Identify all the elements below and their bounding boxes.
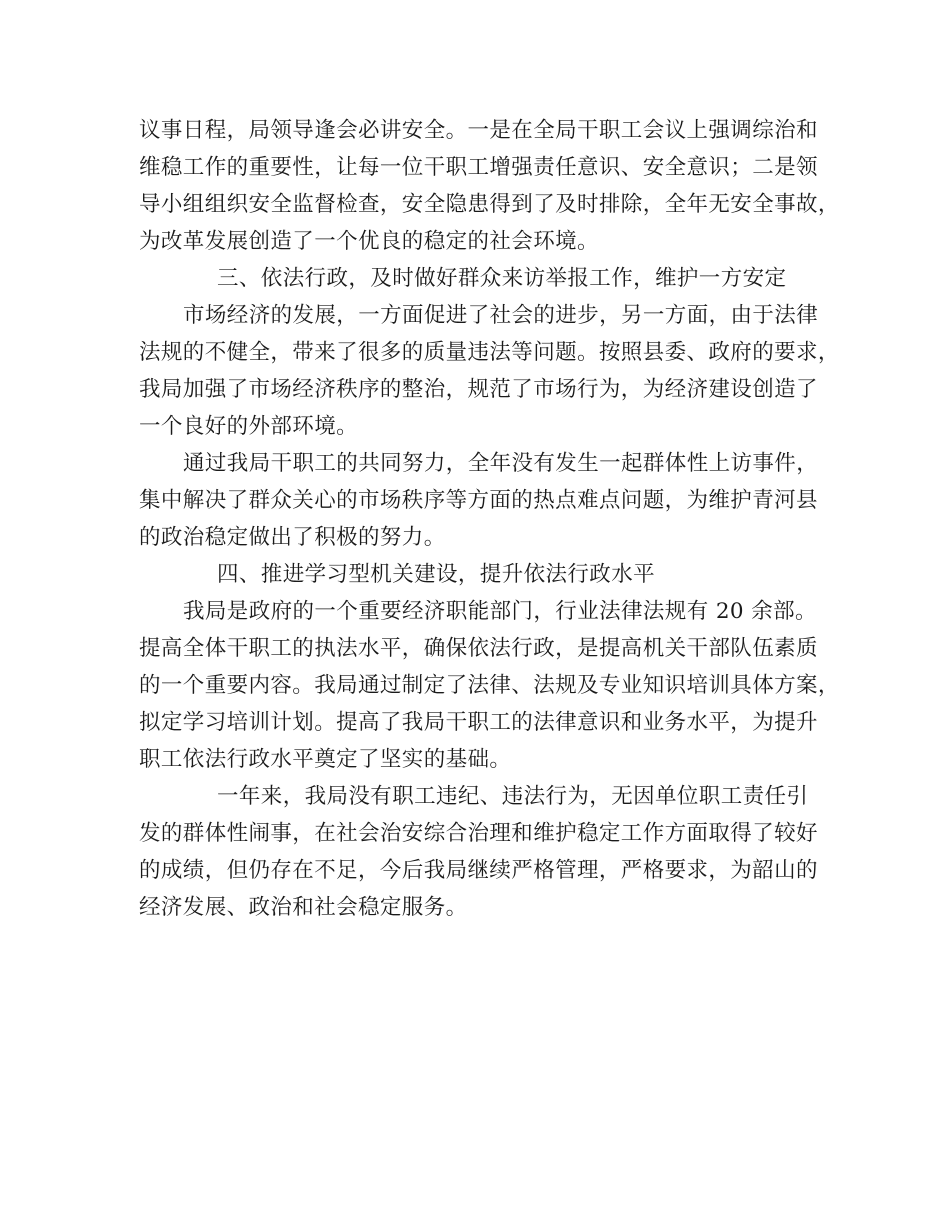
text-line: 通过我局干职工的共同努力，全年没有发生一起群体性上访事件，	[183, 451, 819, 476]
text-line: 的成绩，但仍存在不足，今后我局继续严格管理，严格要求，为韶山的	[139, 858, 818, 883]
text-line: 提高全体干职工的执法水平，确保依法行政，是提高机关干部队伍素质	[139, 636, 818, 661]
text-line: 我局加强了市场经济秩序的整治，规范了市场行为，为经济建设创造了	[139, 377, 818, 402]
text-line: 一个良好的外部环境。	[139, 414, 359, 439]
text-line: 为改革发展创造了一个优良的稳定的社会环境。	[139, 229, 599, 254]
text-line: 经济发展、政治和社会稳定服务。	[139, 895, 468, 920]
text-line: 发的群体性闹事，在社会治安综合治理和维护稳定工作方面取得了较好	[139, 821, 818, 846]
text-line: 市场经济的发展，一方面促进了社会的进步，另一方面，由于法律	[183, 303, 819, 328]
document-body	[139, 112, 840, 926]
text-line: 我局是政府的一个重要经济职能部门，行业法律法规有 20 余部。	[183, 599, 817, 624]
text-line: 的一个重要内容。我局通过制定了法律、法规及专业知识培训具体方案，	[139, 673, 840, 698]
text-line: 维稳工作的重要性，让每一位干职工增强责任意识、安全意识；二是领	[139, 155, 818, 180]
text-line: 集中解决了群众关心的市场秩序等方面的热点难点问题，为维护青河县	[139, 488, 818, 513]
section-heading-line: 一年来，我局没有职工违纪、违法行为，无因单位职工责任引	[217, 784, 809, 809]
text-line: 拟定学习培训计划。提高了我局干职工的法律意识和业务水平，为提升	[139, 710, 818, 735]
section-heading-line: 三、依法行政，及时做好群众来访举报工作，维护一方安定	[217, 266, 787, 291]
text-line: 的政治稳定做出了积极的努力。	[139, 525, 446, 550]
text-line: 法规的不健全，带来了很多的质量违法等问题。按照县委、政府的要求，	[139, 340, 840, 365]
section-heading-line: 四、推进学习型机关建设，提升依法行政水平	[217, 562, 656, 587]
text-line: 议事日程，局领导逢会必讲安全。一是在全局干职工会议上强调综治和	[139, 118, 818, 143]
text-line: 导小组组织安全监督检查，安全隐患得到了及时排除，全年无安全事故，	[139, 192, 840, 217]
text-line: 职工依法行政水平奠定了坚实的基础。	[139, 747, 512, 772]
